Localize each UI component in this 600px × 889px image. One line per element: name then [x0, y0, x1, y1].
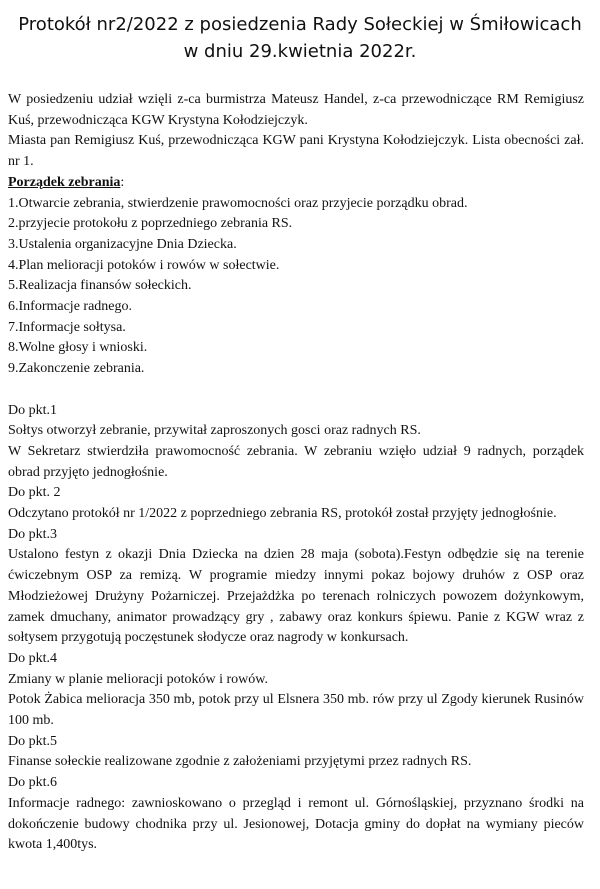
section-heading-pkt6: Do pkt.6: [8, 775, 57, 791]
section-pkt6-paragraph-1: Informacje radnego: zawnioskowano o przegląd i remont ul. Górnośląskiej, przyznano środki na dokończenie budowy chodnika przy ul. Jesionowej, Dotacja gminy do dopłat na wymiany pieców kwota 1,400tys.: [8, 795, 584, 853]
attendance-paragraph-2: Miasta pan Remigiusz Kuś, przewodnicząca KGW pani Krystyna Kołodziejczyk. Lista obecności zał. nr 1.: [8, 133, 584, 170]
agenda-item: 3.Ustalenia organizacyjne Dnia Dziecka.: [8, 236, 237, 252]
agenda-item: 5.Realizacja finansów sołeckich.: [8, 278, 192, 294]
section-pkt5-paragraph-1: Finanse sołeckie realizowane zgodnie z założeniami przyjętymi przez radnych RS.: [8, 754, 472, 770]
section-heading-pkt4: Do pkt.4: [8, 650, 57, 666]
agenda-item: 9.Zakonczenie zebrania.: [8, 361, 145, 377]
agenda-heading: Porządek zebrania: [8, 174, 121, 190]
section-pkt2-paragraph-1: Odczytano protokół nr 1/2022 z poprzedniego zebrania RS, protokół został przyjęty jednogłośnie.: [8, 506, 557, 522]
section-pkt3-paragraph-1: Ustalono festyn z okazji Dnia Dziecka na dzien 28 maja (sobota).Festyn odbędzie się na terenie ćwiczebnym OSP za remizą. W programie miedzy innymi pokaz bojowy druhów z OSP oraz Młodzieżowej Drużyny Pożarniczej. Przejażdżka po terenach rolniczych powozem dożynkowym, zamek dmuchany, animator prowadzący gry , zabawy oraz konkurs śpiewu. Panie z KGW wraz z sołtysem przygotują poczęstunek słodycze oraz nagrody w konkursach.: [8, 547, 584, 646]
agenda-list: [8, 194, 584, 380]
attendance-paragraph-1: W posiedzeniu udział wzięli z-ca burmistrza Mateusz Handel, z-ca przewodniczące RM Remigiusz Kuś, przewodnicząca KGW Krystyna Kołodziejczyk.: [8, 92, 584, 128]
agenda-heading-colon: :: [120, 174, 125, 190]
section-heading-pkt3: Do pkt.3: [8, 526, 57, 542]
agenda-item: 4.Plan melioracji potoków i rowów w sołectwie.: [8, 257, 280, 273]
section-heading-pkt5: Do pkt.5: [8, 733, 57, 749]
document-title-line-1: Protokół nr2/2022 z posiedzenia Rady Sołeckiej w Śmiłowicach: [18, 14, 582, 35]
document-body: [8, 90, 584, 856]
agenda-item: 8.Wolne głosy i wnioski.: [8, 340, 148, 356]
section-heading-pkt1: Do pkt.1: [8, 402, 57, 418]
agenda-item: 7.Informacje sołtysa.: [8, 319, 126, 335]
agenda-item: 1.Otwarcie zebrania, stwierdzenie prawomocności oraz przyjecie porządku obrad.: [8, 195, 468, 211]
section-pkt1-paragraph-2: W Sekretarz stwierdziła prawomocność zebrania. W zebraniu wzięło udział 9 radnych, porządek obrad przyjęto jednogłośnie.: [8, 443, 584, 480]
document-title-line-2: w dniu 29.kwietnia 2022r.: [183, 41, 417, 62]
agenda-item: 6.Informacje radnego.: [8, 299, 132, 315]
section-pkt4-paragraph-2: Potok Żabica melioracja 350 mb, potok przy ul Elsnera 350 mb. rów przy ul Zgody kierunek Rusinów 100 mb.: [8, 692, 584, 729]
agenda-heading-line: [8, 173, 584, 194]
spacer: [8, 380, 584, 401]
section-pkt1-paragraph-1: Sołtys otworzył zebranie, przywitał zaproszonych gosci oraz radnych RS.: [8, 423, 421, 439]
agenda-item: 2.przyjecie protokołu z poprzedniego zebrania RS.: [8, 216, 293, 232]
section-heading-pkt2: Do pkt. 2: [8, 485, 61, 501]
section-pkt4-paragraph-1: Zmiany w planie melioracji potoków i rowów.: [8, 671, 268, 687]
